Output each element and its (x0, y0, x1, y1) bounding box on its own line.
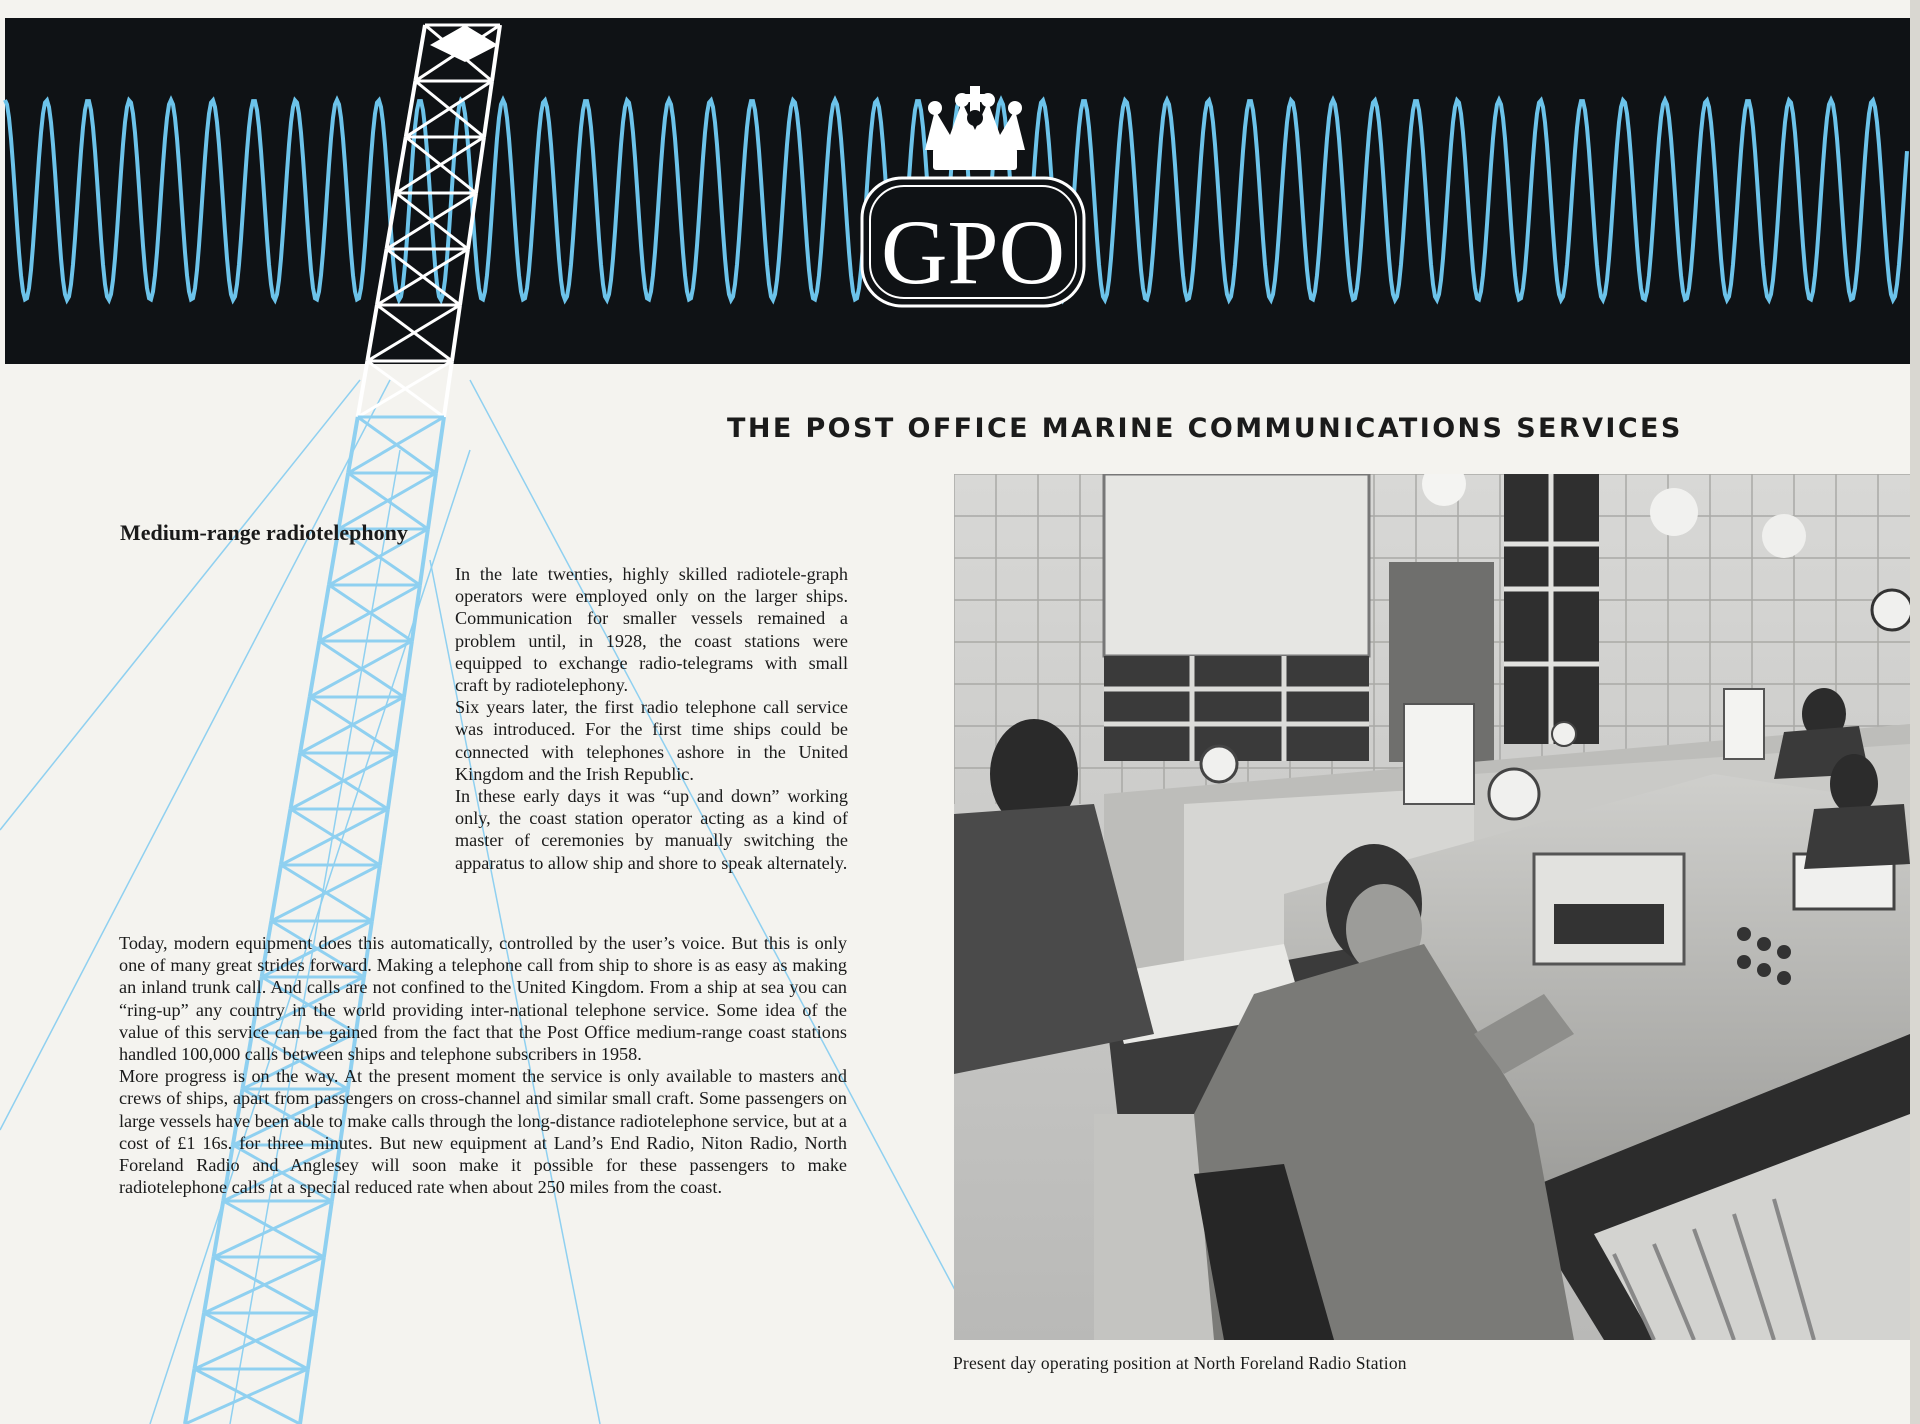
page-heading: THE POST OFFICE MARINE COMMUNICATIONS SERVICES (727, 413, 1683, 444)
photo-caption: Present day operating position at North Foreland Radio Station (953, 1353, 1407, 1373)
paragraph: In these early days it was “up and down” working only, the coast station operator acting as a kind of master of ceremonies by manually switching the apparatus to allow ship and shore to speak alternately. (455, 786, 848, 873)
text-column-main (119, 932, 847, 1198)
logo-text: GPO (880, 201, 1066, 303)
gpo-logo (862, 86, 1084, 306)
paragraph: Today, modern equipment does this automatically, controlled by the user’s voice. But this is only one of many great strides forward. Making a telephone call from ship to shore is as easy as making an inland trunk call. And calls are not confined to the United Kingdom. From a ship at sea you can “ring-up” any country in the world providing inter-national telephone service. Some idea of the value of this service can be gained from the fact that the Post Office medium-range coast stations handled 100,000 calls between ships and telephone subscribers in 1958. (119, 933, 847, 1065)
section-title: Medium-range radiotelephony (120, 520, 408, 545)
paragraph: More progress is on the way. At the present moment the service is only available to masters and crews of ships, apart from passengers on cross-channel and similar small craft. Some passengers on large vessels have been able to make calls through the long-distance radiotelephone service, but at a cost of £1 16s. for three minutes. But new equipment at Land’s End Radio, Niton Radio, North Foreland Radio and Anglesey will soon make it possible for these passengers to make radiotelephone calls at a special reduced rate when about 250 miles from the coast. (119, 1066, 847, 1198)
photo-illustration (954, 474, 1910, 1340)
crown-icon (925, 86, 1025, 170)
station-photo (954, 474, 1910, 1340)
paragraph: Six years later, the first radio telephone call service was introduced. For the first time ships could be connected with telephones ashore in the United Kingdom and the Irish Republic. (455, 697, 848, 784)
paragraph: In the late twenties, highly skilled radiotele-graph operators were employed only on the larger ships. Communication for smaller vessels remained a problem until, in 1928, the coast stations were equipped to exchange radio-telegrams with small craft by radiotelephony. (455, 564, 848, 696)
page-edge (1910, 0, 1920, 1424)
text-column-intro (455, 563, 848, 874)
